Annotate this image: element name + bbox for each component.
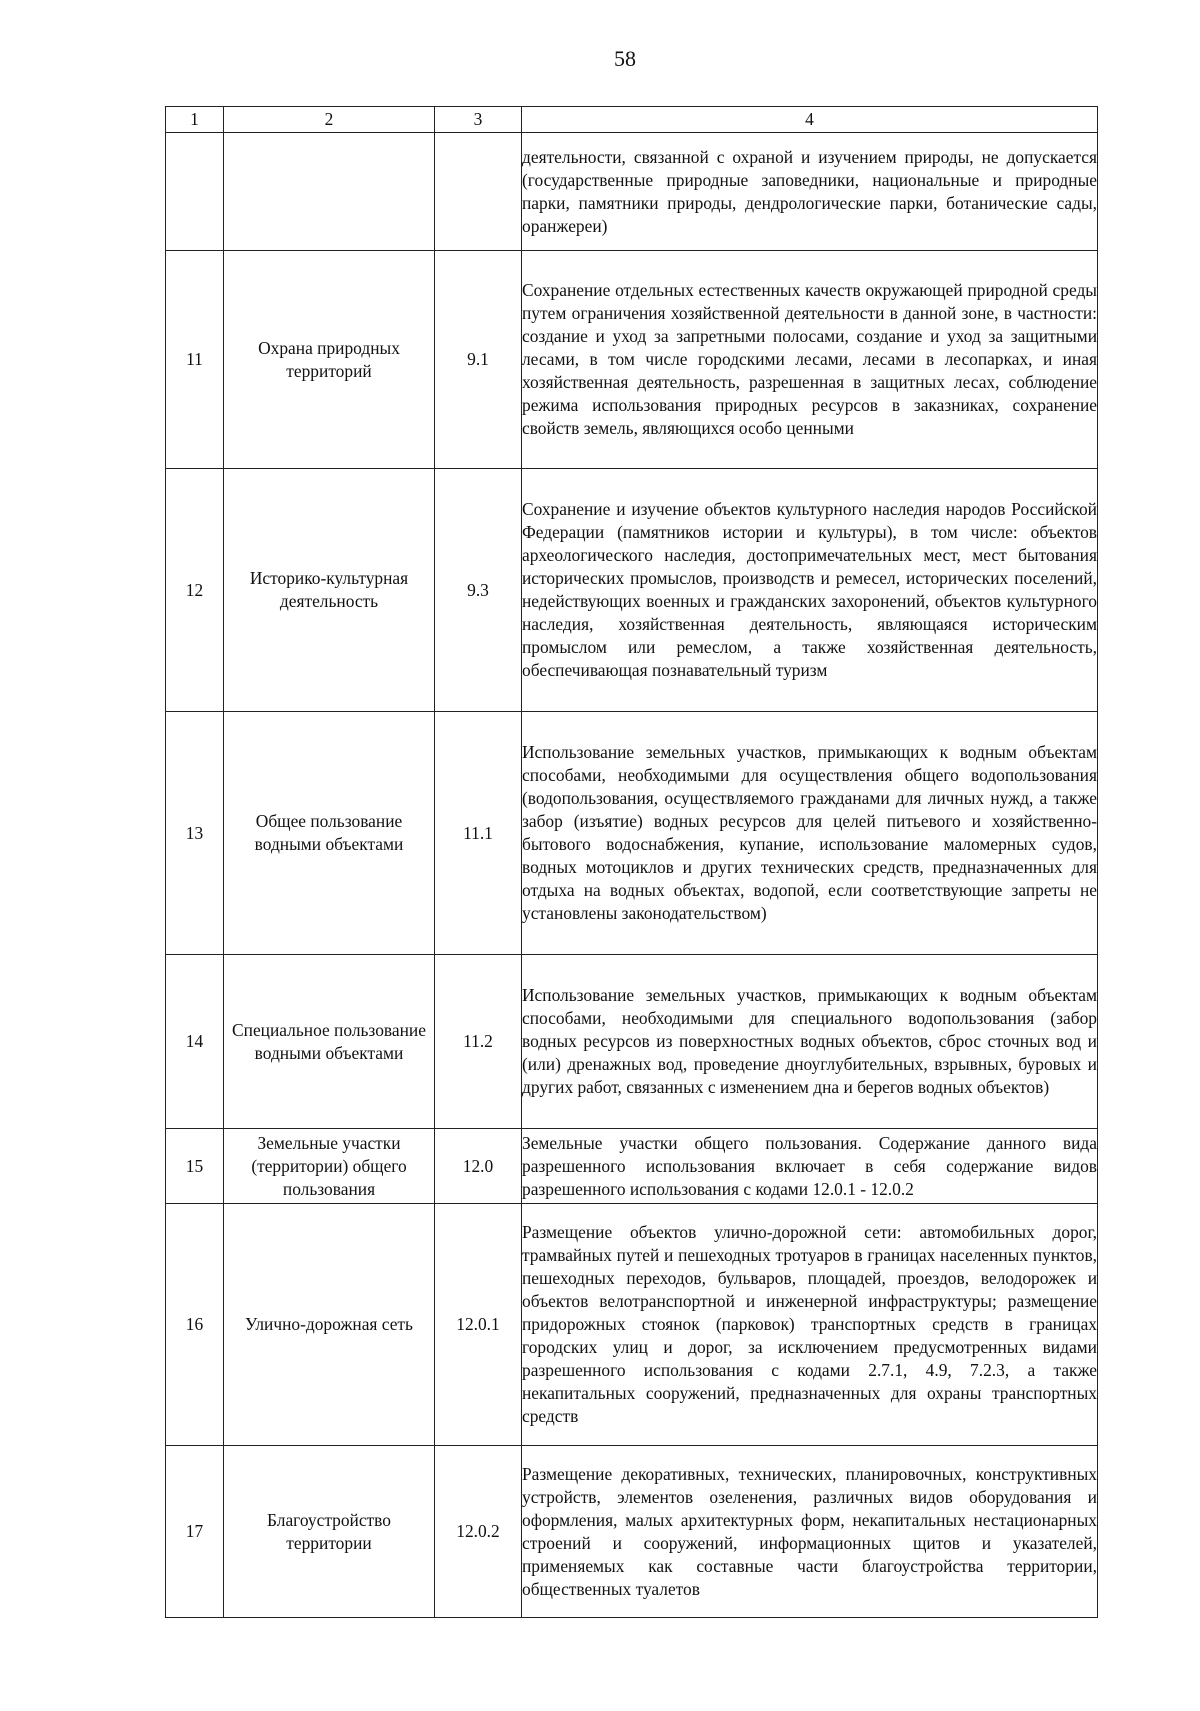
use-type-description: Использование земельных участков, примыкающих к водным объектам способами, необходимыми для осуществления общего водопользования (водопользования, осуществляемого гражданами для личных нужд, а также забор (изъятие) водных ресурсов для целей питьевого и хозяйственно-бытового водоснабжения, купание, использование маломерных судов, водных мотоциклов и других технических средств, предназначенных для отдыха на водных объектах, водопой, если соответствующие запреты не установлены законодательством) [522, 712, 1098, 955]
use-type-name: Специальное пользование водными объектами [224, 955, 435, 1129]
table-row [166, 133, 1098, 251]
row-number: 12 [166, 469, 224, 712]
use-type-name: Охрана природных территорий [224, 251, 435, 469]
use-type-code [435, 133, 522, 251]
use-type-description: Использование земельных участков, примыкающих к водным объектам способами, необходимыми для специального водопользования (забор водных ресурсов из поверхностных водных объектов, сброс сточных вод и (или) дренажных вод, проведение дноуглубительных, взрывных, буровых и других работ, связанных с изменением дна и берегов водных объектов) [522, 955, 1098, 1129]
row-number [166, 133, 224, 251]
header-col-1: 1 [166, 107, 224, 133]
row-number: 13 [166, 712, 224, 955]
use-type-description: деятельности, связанной с охраной и изучением природы, не допускается (государственные природные заповедники, национальные и природные парки, памятники природы, дендрологические парки, ботанические сады, оранжереи) [522, 133, 1098, 251]
use-type-name [224, 133, 435, 251]
use-type-name: Земельные участки (территории) общего пользования [224, 1129, 435, 1204]
header-col-4: 4 [522, 107, 1098, 133]
use-type-code: 11.1 [435, 712, 522, 955]
use-type-description: Сохранение отдельных естественных качеств окружающей природной среды путем ограничения хозяйственной деятельности в данной зоне, в частности: создание и уход за запретными полосами, создание и уход за защитными лесами, в том числе городскими лесами, лесами в лесопарках, и иная хозяйственная деятельность, разрешенная в защитных лесах, соблюдение режима использования природных ресурсов в заказниках, сохранение свойств земель, являющихся особо ценными [522, 251, 1098, 469]
use-type-code: 9.3 [435, 469, 522, 712]
page-number: 58 [614, 46, 636, 71]
row-number: 17 [166, 1446, 224, 1618]
use-type-code: 12.0.2 [435, 1446, 522, 1618]
header-col-2: 2 [224, 107, 435, 133]
table-row [166, 955, 1098, 1129]
row-number: 16 [166, 1204, 224, 1446]
use-type-description: Размещение декоративных, технических, планировочных, конструктивных устройств, элементов озеленения, различных видов оборудования и оформления, малых архитектурных форм, некапитальных нестационарных строений и сооружений, информационных щитов и указателей, применяемых как составные части благоустройства территории, общественных туалетов [522, 1446, 1098, 1618]
use-type-description: Размещение объектов улично-дорожной сети: автомобильных дорог, трамвайных путей и пешеходных тротуаров в границах населенных пунктов, пешеходных переходов, бульваров, площадей, проездов, велодорожек и объектов велотранспортной и инженерной инфраструктуры; размещение придорожных стоянок (парковок) транспортных средств в границах городских улиц и дорог, за исключением предусмотренных видами разрешенного использования с кодами 2.7.1, 4.9, 7.2.3, а также некапитальных сооружений, предназначенных для охраны транспортных средств [522, 1204, 1098, 1446]
use-type-name: Историко-культурная деятельность [224, 469, 435, 712]
use-type-name: Улично-дорожная сеть [224, 1204, 435, 1446]
use-type-code: 9.1 [435, 251, 522, 469]
use-type-description: Земельные участки общего пользования. Содержание данного вида разрешенного использования включает в себя содержание видов разрешенного использования с кодами 12.0.1 - 12.0.2 [522, 1129, 1098, 1204]
use-type-name: Благоустройство территории [224, 1446, 435, 1618]
row-number: 14 [166, 955, 224, 1129]
table-row [166, 712, 1098, 955]
header-row [166, 107, 1098, 133]
use-type-description: Сохранение и изучение объектов культурного наследия народов Российской Федерации (памятников истории и культуры), в том числе: объектов археологического наследия, достопримечательных мест, мест бытования исторических промыслов, производств и ремесел, исторических поселений, недействующих военных и гражданских захоронений, объектов культурного наследия, хозяйственная деятельность, являющаяся историческим промыслом или ремеслом, а также хозяйственная деятельность, обеспечивающая познавательный туризм [522, 469, 1098, 712]
row-number: 11 [166, 251, 224, 469]
use-type-code: 11.2 [435, 955, 522, 1129]
table-row [166, 1204, 1098, 1446]
use-type-code: 12.0.1 [435, 1204, 522, 1446]
table-row [166, 469, 1098, 712]
land-use-table [165, 106, 1098, 1618]
table-row [166, 1129, 1098, 1204]
table-row [166, 251, 1098, 469]
header-col-3: 3 [435, 107, 522, 133]
table-row [166, 1446, 1098, 1618]
use-type-name: Общее пользование водными объектами [224, 712, 435, 955]
use-type-code: 12.0 [435, 1129, 522, 1204]
row-number: 15 [166, 1129, 224, 1204]
